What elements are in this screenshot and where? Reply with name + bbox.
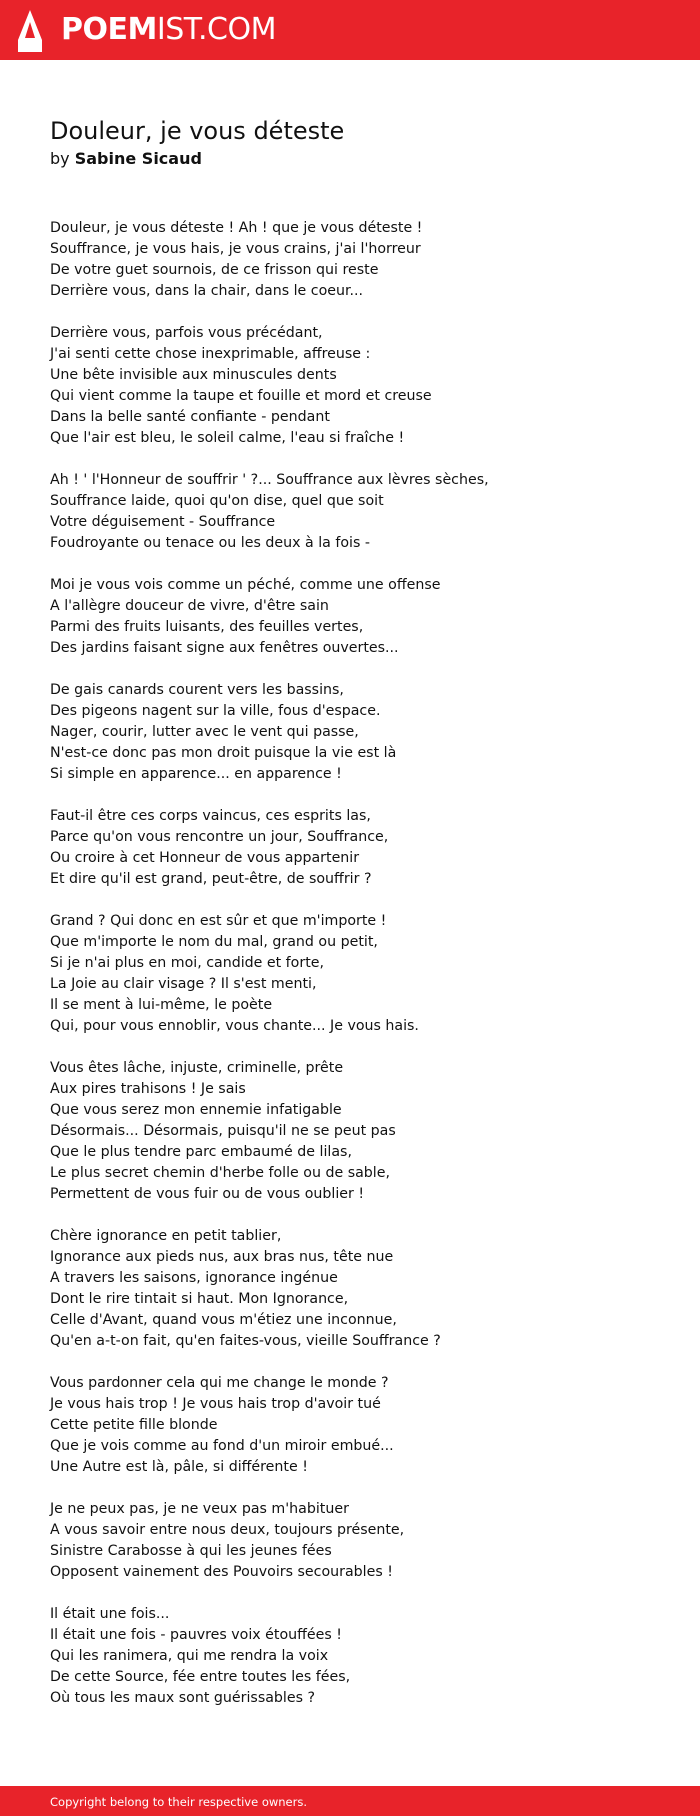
poem-body xyxy=(50,218,650,1730)
poem-line: Des pigeons nagent sur la ville, fous d'espace. xyxy=(50,703,381,719)
logo-bold-text: POEM xyxy=(61,12,157,47)
poem-stanza xyxy=(50,1499,650,1583)
poem-stanza xyxy=(50,1604,650,1709)
poem-line: Il était une fois - pauvres voix étouffées ! xyxy=(50,1627,342,1643)
poem-line: Parmi des fruits luisants, des feuilles vertes, xyxy=(50,619,364,635)
copyright-notice: Copyright belong to their respective owners. xyxy=(50,1795,308,1809)
poem-line: Grand ? Qui donc en est sûr et que m'importe ! xyxy=(50,913,387,929)
poem-line: Si simple en apparence... en apparence ! xyxy=(50,766,342,782)
poem-line: N'est-ce donc pas mon droit puisque la vie est là xyxy=(50,745,397,761)
poem-line: Vous êtes lâche, injuste, criminelle, prête xyxy=(50,1060,344,1076)
site-header xyxy=(0,0,700,60)
poem-line: Et dire qu'il est grand, peut-être, de souffrir ? xyxy=(50,871,372,887)
poem-stanza xyxy=(50,680,650,785)
poem-line: Une bête invisible aux minuscules dents xyxy=(50,367,337,383)
poem-line: A travers les saisons, ignorance ingénue xyxy=(50,1270,338,1286)
poem-title: Douleur, je vous déteste xyxy=(50,117,345,145)
site-footer xyxy=(0,1786,700,1816)
poem-line: De cette Source, fée entre toutes les fées, xyxy=(50,1669,351,1685)
poem-line: Dont le rire tintait si haut. Mon Ignorance, xyxy=(50,1291,349,1307)
poem-line: Moi je vous vois comme un péché, comme une offense xyxy=(50,577,441,593)
poem-line: Chère ignorance en petit tablier, xyxy=(50,1228,282,1244)
poem-line: Des jardins faisant signe aux fenêtres ouvertes... xyxy=(50,640,399,656)
poem-line: De votre guet sournois, de ce frisson qui reste xyxy=(50,262,379,278)
poem-line: Si je n'ai plus en moi, candide et forte, xyxy=(50,955,324,971)
poem-stanza xyxy=(50,1226,650,1352)
poem-line: Que l'air est bleu, le soleil calme, l'eau si fraîche ! xyxy=(50,430,405,446)
poem-line: Qu'en a-t-on fait, qu'en faites-vous, vieille Souffrance ? xyxy=(50,1333,441,1349)
poem-stanza xyxy=(50,470,650,554)
poem-stanza xyxy=(50,218,650,302)
poem-line: A vous savoir entre nous deux, toujours présente, xyxy=(50,1522,405,1538)
poem-line: Derrière vous, parfois vous précédant, xyxy=(50,325,323,341)
poem-line: Une Autre est là, pâle, si différente ! xyxy=(50,1459,308,1475)
poem-line: Opposent vainement des Pouvoirs secourables ! xyxy=(50,1564,393,1580)
poem-stanza xyxy=(50,1058,650,1205)
poem-line: Je ne peux pas, je ne veux pas m'habituer xyxy=(50,1501,349,1517)
by-label: by xyxy=(50,149,70,168)
poem-line: Permettent de vous fuir ou de vous oublier ! xyxy=(50,1186,365,1202)
poem-stanza xyxy=(50,323,650,449)
poem-line: Désormais... Désormais, puisqu'il ne se peut pas xyxy=(50,1123,396,1139)
poem-line: Ah ! ' l'Honneur de souffrir ' ?... Souffrance aux lèvres sèches, xyxy=(50,472,489,488)
poem-line: Ou croire à cet Honneur de vous appartenir xyxy=(50,850,360,866)
poem-line: A l'allègre douceur de vivre, d'être sain xyxy=(50,598,329,614)
poem-stanza xyxy=(50,806,650,890)
poem-line: Aux pires trahisons ! Je sais xyxy=(50,1081,246,1097)
poem-line: Parce qu'on vous rencontre un jour, Souffrance, xyxy=(50,829,389,845)
poem-line: Nager, courir, lutter avec le vent qui passe, xyxy=(50,724,359,740)
poem-line: Qui les ranimera, qui me rendra la voix xyxy=(50,1648,329,1664)
poem-stanza xyxy=(50,911,650,1037)
poem-line: Vous pardonner cela qui me change le monde ? xyxy=(50,1375,389,1391)
pencil-tip-icon xyxy=(18,10,42,52)
poem-line: Votre déguisement - Souffrance xyxy=(50,514,276,530)
poem-line: Douleur, je vous déteste ! Ah ! que je vous déteste ! xyxy=(50,220,423,236)
poem-line: Je vous hais trop ! Je vous hais trop d'avoir tué xyxy=(50,1396,381,1412)
poem-line: Celle d'Avant, quand vous m'étiez une inconnue, xyxy=(50,1312,397,1328)
poem-line: Où tous les maux sont guérissables ? xyxy=(50,1690,316,1706)
poem-line: Que vous serez mon ennemie infatigable xyxy=(50,1102,342,1118)
poem-line: Cette petite fille blonde xyxy=(50,1417,218,1433)
poem-author: Sabine Sicaud xyxy=(74,149,202,168)
poem-line: Il se ment à lui-même, le poète xyxy=(50,997,273,1013)
poem-line: Sinistre Carabosse à qui les jeunes fées xyxy=(50,1543,332,1559)
poem-line: J'ai senti cette chose inexprimable, affreuse : xyxy=(50,346,371,362)
poem-line: Dans la belle santé confiante - pendant xyxy=(50,409,330,425)
poem-line: Souffrance, je vous hais, je vous crains, j'ai l'horreur xyxy=(50,241,421,257)
poem-line: Qui, pour vous ennoblir, vous chante... Je vous hais. xyxy=(50,1018,419,1034)
poem-byline xyxy=(50,148,202,170)
logo-light-text: IST.COM xyxy=(156,12,276,47)
site-logo[interactable] xyxy=(61,11,276,49)
poem-line: Que le plus tendre parc embaumé de lilas, xyxy=(50,1144,352,1160)
poem-line: Derrière vous, dans la chair, dans le coeur... xyxy=(50,283,364,299)
poem-line: Foudroyante ou tenace ou les deux à la fois - xyxy=(50,535,370,551)
poem-line: Qui vient comme la taupe et fouille et mord et creuse xyxy=(50,388,432,404)
poem-line: Le plus secret chemin d'herbe folle ou de sable, xyxy=(50,1165,390,1181)
poem-line: Faut-il être ces corps vaincus, ces esprits las, xyxy=(50,808,371,824)
poem-line: La Joie au clair visage ? Il s'est menti, xyxy=(50,976,317,992)
poem-stanza xyxy=(50,1373,650,1478)
poem-line: Souffrance laide, quoi qu'on dise, quel que soit xyxy=(50,493,384,509)
poem-line: Que je vois comme au fond d'un miroir embué... xyxy=(50,1438,394,1454)
poem-line: Ignorance aux pieds nus, aux bras nus, tête nue xyxy=(50,1249,394,1265)
poem-stanza xyxy=(50,575,650,659)
poem-line: Que m'importe le nom du mal, grand ou petit, xyxy=(50,934,378,950)
poem-line: De gais canards courent vers les bassins, xyxy=(50,682,344,698)
poem-line: Il était une fois... xyxy=(50,1606,170,1622)
